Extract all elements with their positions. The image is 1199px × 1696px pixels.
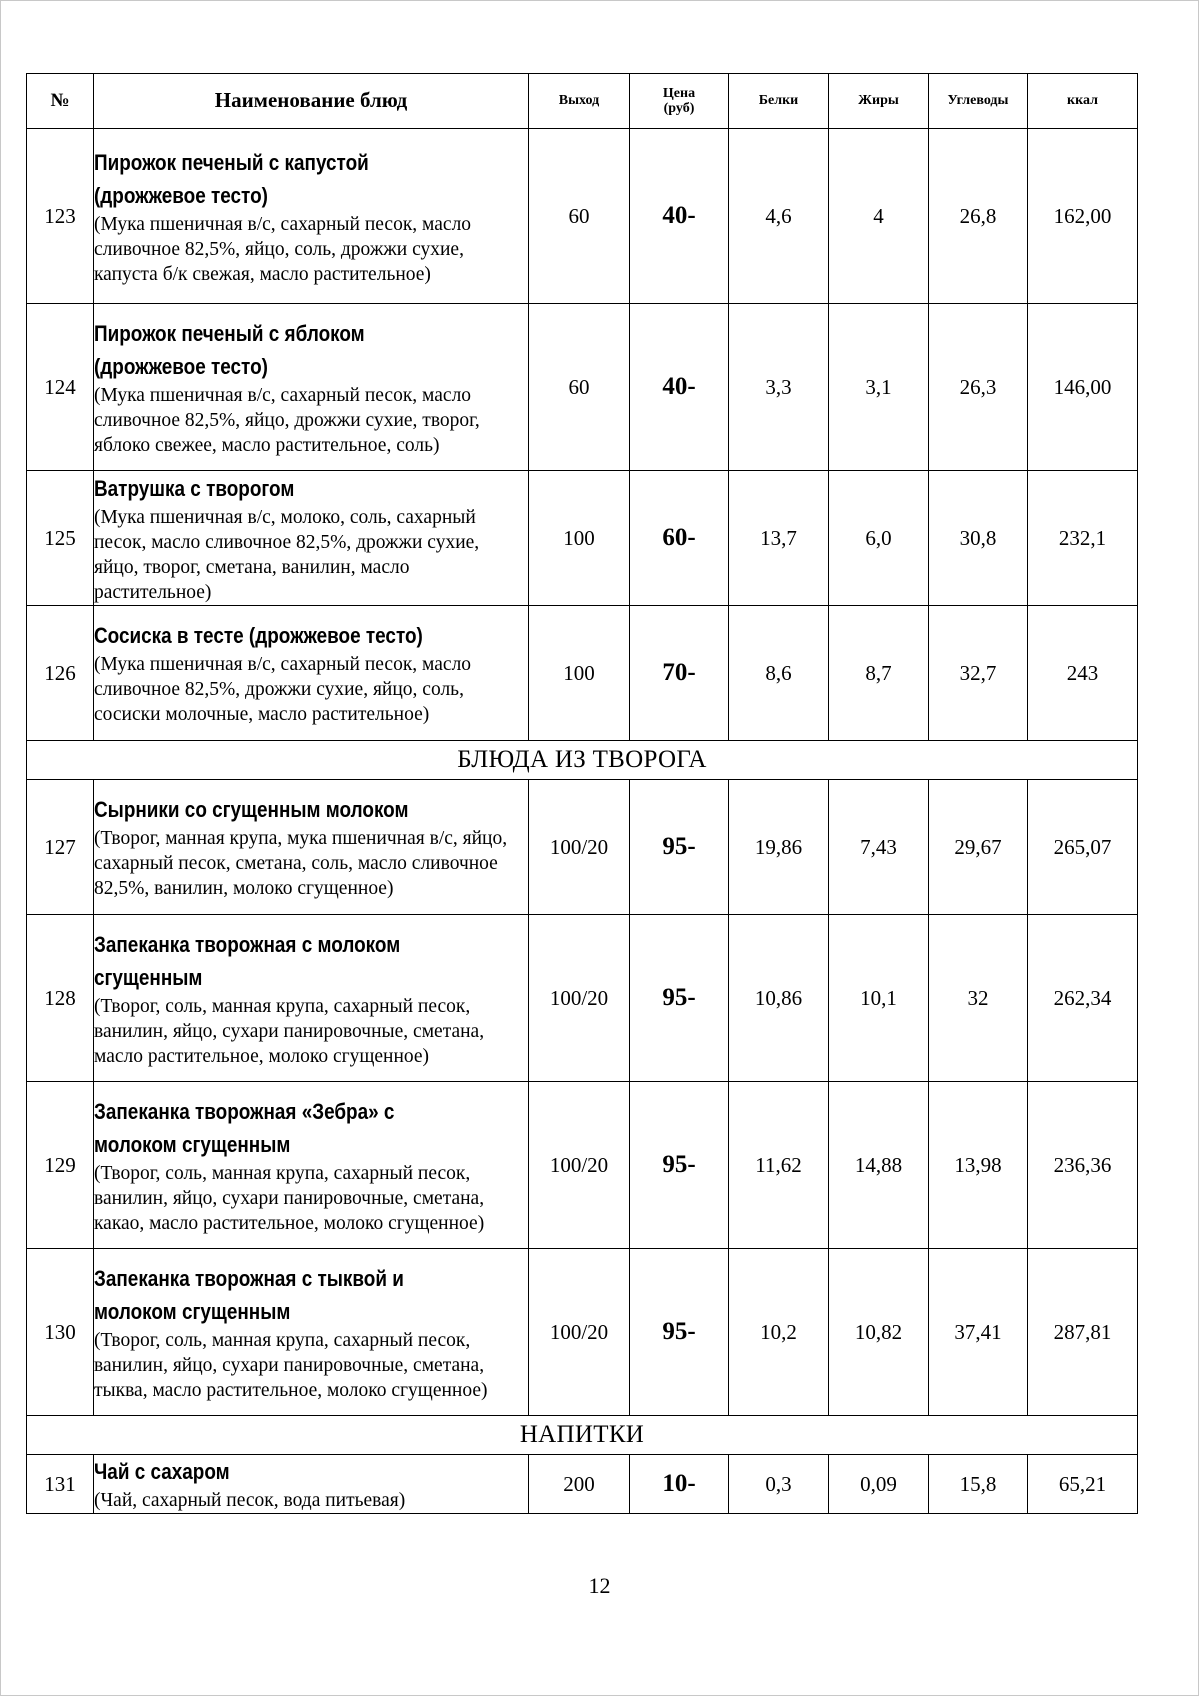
header-number: № — [27, 74, 94, 129]
section-drinks — [27, 1416, 1138, 1455]
dish-carbs: 30,8 — [929, 471, 1028, 606]
dish-title-line: (дрожжевое тесто) — [94, 353, 268, 379]
dish-ingredients: (Мука пшеничная в/с, сахарный песок, масло сливочное 82,5%, яйцо, соль, дрожжи сухие, капуста б/к свежая, масло растительное) — [94, 213, 472, 285]
section-title-drinks: НАПИТКИ — [27, 1416, 1138, 1455]
dish-kcal: 287,81 — [1028, 1249, 1138, 1416]
header-protein: Белки — [729, 74, 829, 129]
dish-cell — [94, 1082, 529, 1249]
header-price-line1: Цена — [662, 85, 696, 101]
dish-fat: 14,88 — [829, 1082, 929, 1249]
dish-output: 100/20 — [529, 915, 630, 1082]
dish-title-line: Запеканка творожная с тыквой и — [94, 1265, 404, 1291]
dish-protein: 10,86 — [729, 915, 829, 1082]
dish-kcal: 232,1 — [1028, 471, 1138, 606]
table-row — [27, 129, 1138, 304]
dish-output: 100/20 — [529, 1249, 630, 1416]
dish-ingredients: (Чай, сахарный песок, вода питьевая) — [94, 1490, 406, 1511]
dish-title-line: (дрожжевое тесто) — [94, 182, 268, 208]
table-row — [27, 1249, 1138, 1416]
dish-carbs: 37,41 — [929, 1249, 1028, 1416]
dish-number: 128 — [27, 915, 94, 1082]
dish-carbs: 15,8 — [929, 1455, 1028, 1514]
dish-carbs: 26,8 — [929, 129, 1028, 304]
header-price — [630, 74, 729, 129]
table-body-bakery — [27, 129, 1138, 741]
dish-protein: 11,62 — [729, 1082, 829, 1249]
dish-ingredients: (Творог, соль, манная крупа, сахарный песок, ванилин, яйцо, сухари панировочные, сметана, какао, масло растительное, молоко сгущенное) — [94, 1162, 485, 1234]
dish-output: 200 — [529, 1455, 630, 1514]
dish-number: 123 — [27, 129, 94, 304]
dish-price: 70- — [630, 606, 729, 741]
dish-number: 126 — [27, 606, 94, 741]
dish-carbs: 13,98 — [929, 1082, 1028, 1249]
table-body-curd — [27, 780, 1138, 1416]
dish-title-line: Чай с сахаром — [94, 1459, 230, 1484]
dish-number: 130 — [27, 1249, 94, 1416]
dish-protein: 0,3 — [729, 1455, 829, 1514]
dish-protein: 3,3 — [729, 304, 829, 471]
dish-title-line: Запеканка творожная «Зебра» с — [94, 1098, 395, 1124]
dish-ingredients: (Творог, соль, манная крупа, сахарный песок, ванилин, яйцо, сухари панировочные, сметана, масло растительное, молоко сгущенное) — [94, 995, 485, 1067]
dish-fat: 10,82 — [829, 1249, 929, 1416]
dish-cell — [94, 1455, 529, 1514]
dish-number: 124 — [27, 304, 94, 471]
dish-ingredients: (Мука пшеничная в/с, молоко, соль, сахарный песок, масло сливочное 82,5%, дрожжи сухие, яйцо, творог, сметана, ванилин, масло растительное) — [94, 506, 480, 603]
dish-fat: 7,43 — [829, 780, 929, 915]
table-row — [27, 304, 1138, 471]
dish-title-line: Запеканка творожная с молоком — [94, 931, 401, 957]
dish-carbs: 32,7 — [929, 606, 1028, 741]
dish-output: 100/20 — [529, 1082, 630, 1249]
header-fat: Жиры — [829, 74, 929, 129]
dish-cell — [94, 471, 529, 606]
dish-cell — [94, 606, 529, 741]
section-title-curd: БЛЮДА ИЗ ТВОРОГА — [27, 741, 1138, 780]
dish-fat: 4 — [829, 129, 929, 304]
dish-ingredients: (Мука пшеничная в/с, сахарный песок, масло сливочное 82,5%, дрожжи сухие, яйцо, соль, сосиски молочные, масло растительное) — [94, 654, 472, 725]
dish-price: 95- — [630, 1082, 729, 1249]
dish-carbs: 32 — [929, 915, 1028, 1082]
dish-kcal: 262,34 — [1028, 915, 1138, 1082]
dish-kcal: 236,36 — [1028, 1082, 1138, 1249]
dish-title-line: Сырники со сгущенным молоком — [94, 797, 409, 822]
dish-cell — [94, 1249, 529, 1416]
table-body-drinks — [27, 1455, 1138, 1514]
table-header — [27, 74, 1138, 129]
dish-carbs: 29,67 — [929, 780, 1028, 915]
dish-protein: 8,6 — [729, 606, 829, 741]
page-number: 12 — [588, 1573, 611, 1598]
dish-fat: 0,09 — [829, 1455, 929, 1514]
dish-price: 95- — [630, 915, 729, 1082]
dish-cell — [94, 915, 529, 1082]
dish-price: 95- — [630, 780, 729, 915]
dish-ingredients: (Творог, соль, манная крупа, сахарный песок, ванилин, яйцо, сухари панировочные, сметана, тыква, масло растительное, молоко сгущенное) — [94, 1329, 488, 1401]
section-curd — [27, 741, 1138, 780]
dish-kcal: 265,07 — [1028, 780, 1138, 915]
table-row — [27, 471, 1138, 606]
dish-title-line: Пирожок печеный с капустой — [94, 149, 369, 175]
dish-ingredients: (Творог, манная крупа, мука пшеничная в/с, яйцо, сахарный песок, сметана, соль, масло сливочное 82,5%, ванилин, молоко сгущенное) — [94, 828, 508, 899]
header-price-line2: (руб) — [663, 101, 695, 116]
dish-title-line: молоком сгущенным — [94, 1131, 291, 1157]
dish-cell — [94, 780, 529, 915]
dish-output: 100/20 — [529, 780, 630, 915]
dish-price: 40- — [630, 129, 729, 304]
dish-fat: 3,1 — [829, 304, 929, 471]
dish-number: 129 — [27, 1082, 94, 1249]
table-row — [27, 606, 1138, 741]
dish-protein: 13,7 — [729, 471, 829, 606]
header-output: Выход — [529, 74, 630, 129]
dish-number: 125 — [27, 471, 94, 606]
table-row — [27, 780, 1138, 915]
dish-protein: 10,2 — [729, 1249, 829, 1416]
dish-output: 60 — [529, 304, 630, 471]
dish-kcal: 243 — [1028, 606, 1138, 741]
header-carbs: Углеводы — [929, 74, 1028, 129]
dish-title-line: Сосиска в тесте (дрожжевое тесто) — [94, 623, 423, 648]
menu-table — [26, 73, 1138, 1514]
dish-output: 100 — [529, 471, 630, 606]
dish-title-line: Пирожок печеный с яблоком — [94, 320, 365, 346]
dish-kcal: 146,00 — [1028, 304, 1138, 471]
dish-number: 131 — [27, 1455, 94, 1514]
dish-price: 95- — [630, 1249, 729, 1416]
dish-fat: 8,7 — [829, 606, 929, 741]
dish-kcal: 65,21 — [1028, 1455, 1138, 1514]
table-row — [27, 1082, 1138, 1249]
dish-cell — [94, 304, 529, 471]
dish-kcal: 162,00 — [1028, 129, 1138, 304]
dish-title-line: молоком сгущенным — [94, 1298, 291, 1324]
dish-title-line: Ватрушка с творогом — [94, 475, 295, 501]
dish-output: 60 — [529, 129, 630, 304]
dish-output: 100 — [529, 606, 630, 741]
table-row — [27, 1455, 1138, 1514]
header-dish-name: Наименование блюд — [94, 74, 529, 129]
dish-cell — [94, 129, 529, 304]
dish-protein: 19,86 — [729, 780, 829, 915]
dish-carbs: 26,3 — [929, 304, 1028, 471]
dish-number: 127 — [27, 780, 94, 915]
dish-protein: 4,6 — [729, 129, 829, 304]
dish-price: 40- — [630, 304, 729, 471]
dish-fat: 10,1 — [829, 915, 929, 1082]
dish-ingredients: (Мука пшеничная в/с, сахарный песок, масло сливочное 82,5%, яйцо, дрожжи сухие, творог, яблоко свежее, масло растительное, соль) — [94, 384, 480, 456]
table-row — [27, 915, 1138, 1082]
dish-fat: 6,0 — [829, 471, 929, 606]
dish-price: 60- — [630, 471, 729, 606]
header-kcal: ккал — [1028, 74, 1138, 129]
dish-title-line: сгущенным — [94, 964, 203, 990]
dish-price: 10- — [630, 1455, 729, 1514]
